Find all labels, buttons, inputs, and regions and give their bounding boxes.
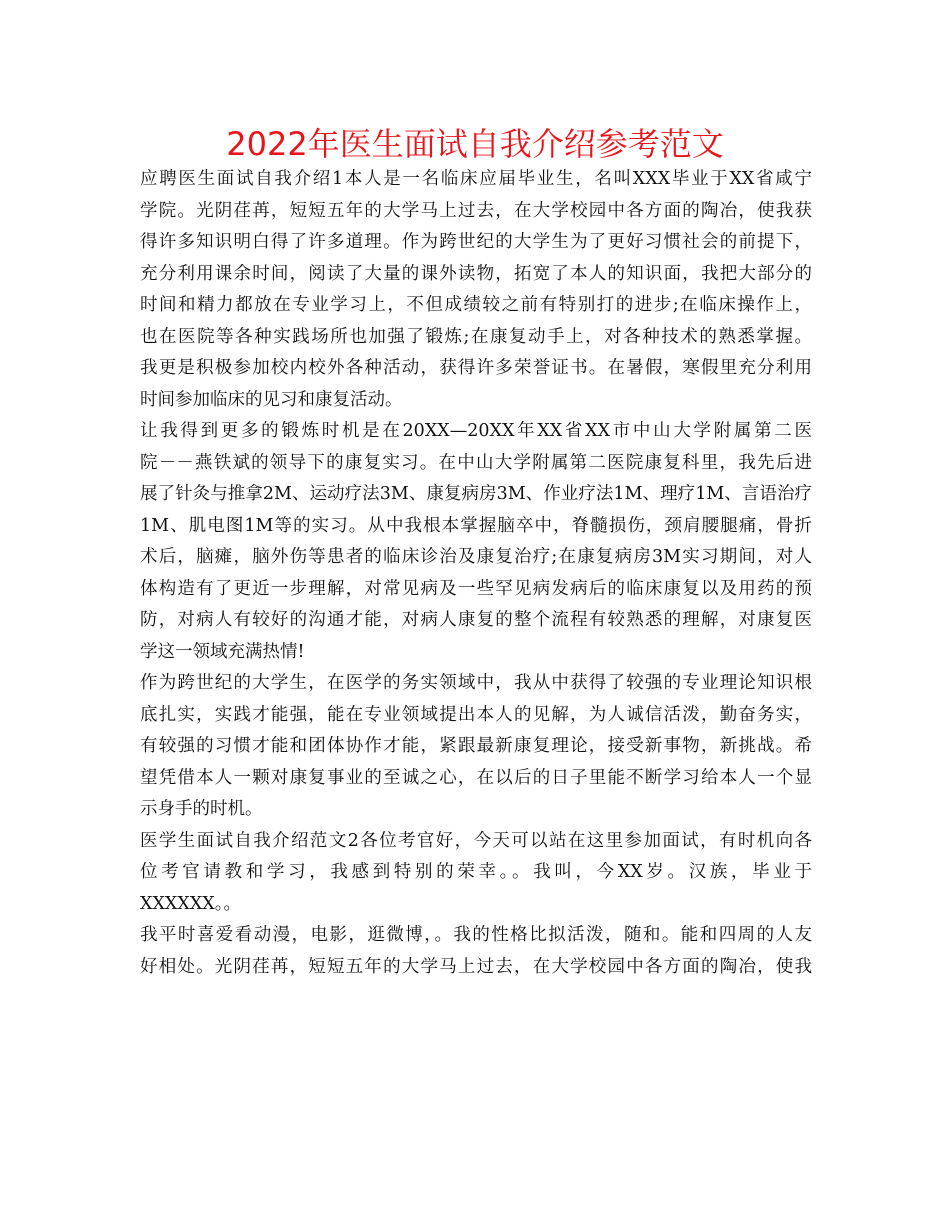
text-line: 防，对病人有较好的沟通才能，对病人康复的整个流程有较熟悉的理解，对康复医	[140, 610, 812, 630]
text-line: 位考官请教和学习，我感到特别的荣幸。。我叫，今XX岁。汉族，毕业于	[140, 862, 812, 882]
text-line: 术后，脑瘫，脑外伤等患者的临床诊治及康复治疗;在康复病房3M实习期间，对人	[140, 547, 812, 567]
text-line: 望凭借本人一颗对康复事业的至诚之心，在以后的日子里能不断学习给本人一个显	[140, 767, 812, 788]
text-line: 我更是积极参加校内校外各种活动，获得许多荣誉证书。在暑假，寒假里充分利用	[140, 358, 812, 378]
text-line: 底扎实，实践才能强，能在专业领域提出本人的见解，为人诚信活泼，勤奋务实，	[140, 704, 812, 725]
text-line: 有较强的习惯才能和团体协作才能，紧跟最新康复理论，接受新事物，新挑战。希	[140, 736, 812, 756]
text-line: 应聘医生面试自我介绍1本人是一名临床应届毕业生，名叫XXX毕业于XX省咸宁	[140, 169, 812, 189]
text-line: 体构造有了更近一步理解，对常见病及一些罕见病发病后的临床康复以及用药的预	[140, 578, 812, 599]
text-line: 学这一领域充满热情!	[140, 641, 305, 662]
text-line: 学院。光阴荏苒，短短五年的大学马上过去，在大学校园中各方面的陶冶，使我获	[140, 200, 812, 221]
text-line: 得许多知识明白得了许多道理。作为跨世纪的大学生为了更好习惯社会的前提下，	[140, 232, 812, 252]
text-line: 展了针灸与推拿2M、运动疗法3M、康复病房3M、作业疗法1M、理疗1M、言语治疗	[140, 484, 812, 504]
text-line: 时间和精力都放在专业学习上，不但成绩较之前有特别打的进步;在临床操作上，	[140, 295, 812, 315]
text-line: XXXXXX。。	[140, 893, 242, 914]
text-line: 作为跨世纪的大学生，在医学的务实领域中，我从中获得了较强的专业理论知识根	[140, 673, 812, 693]
text-line: 让我得到更多的锻炼时机是在20XX—20XX年XX省XX市中山大学附属第二医	[140, 421, 812, 441]
text-line: 充分利用课余时间，阅读了大量的课外读物，拓宽了本人的知识面，我把大部分的	[140, 263, 812, 284]
text-line: 好相处。光阴荏苒，短短五年的大学马上过去，在大学校园中各方面的陶冶，使我	[140, 956, 812, 977]
document-body	[140, 164, 812, 983]
document-title: 2022年医生面试自我介绍参考范文	[226, 125, 724, 163]
text-line: 院－－燕铁斌的领导下的康复实习。在中山大学附属第二医院康复科里，我先后进	[140, 452, 812, 473]
text-line: 示身手的时机。	[140, 799, 263, 819]
text-line: 也在医院等各种实践场所也加强了锻炼;在康复动手上，对各种技术的熟悉掌握。	[140, 326, 812, 347]
text-line: 1M、肌电图1M等的实习。从中我根本掌握脑卒中，脊髓损伤，颈肩腰腿痛，骨折	[140, 515, 812, 536]
text-line: 时间参加临床的见习和康复活动。	[140, 389, 403, 410]
text-line: 我平时喜爱看动漫，电影，逛微博，。我的性格比拟活泼，随和。能和四周的人友	[140, 925, 812, 945]
text-line: 医学生面试自我介绍范文2各位考官好，今天可以站在这里参加面试，有时机向各	[140, 830, 812, 851]
